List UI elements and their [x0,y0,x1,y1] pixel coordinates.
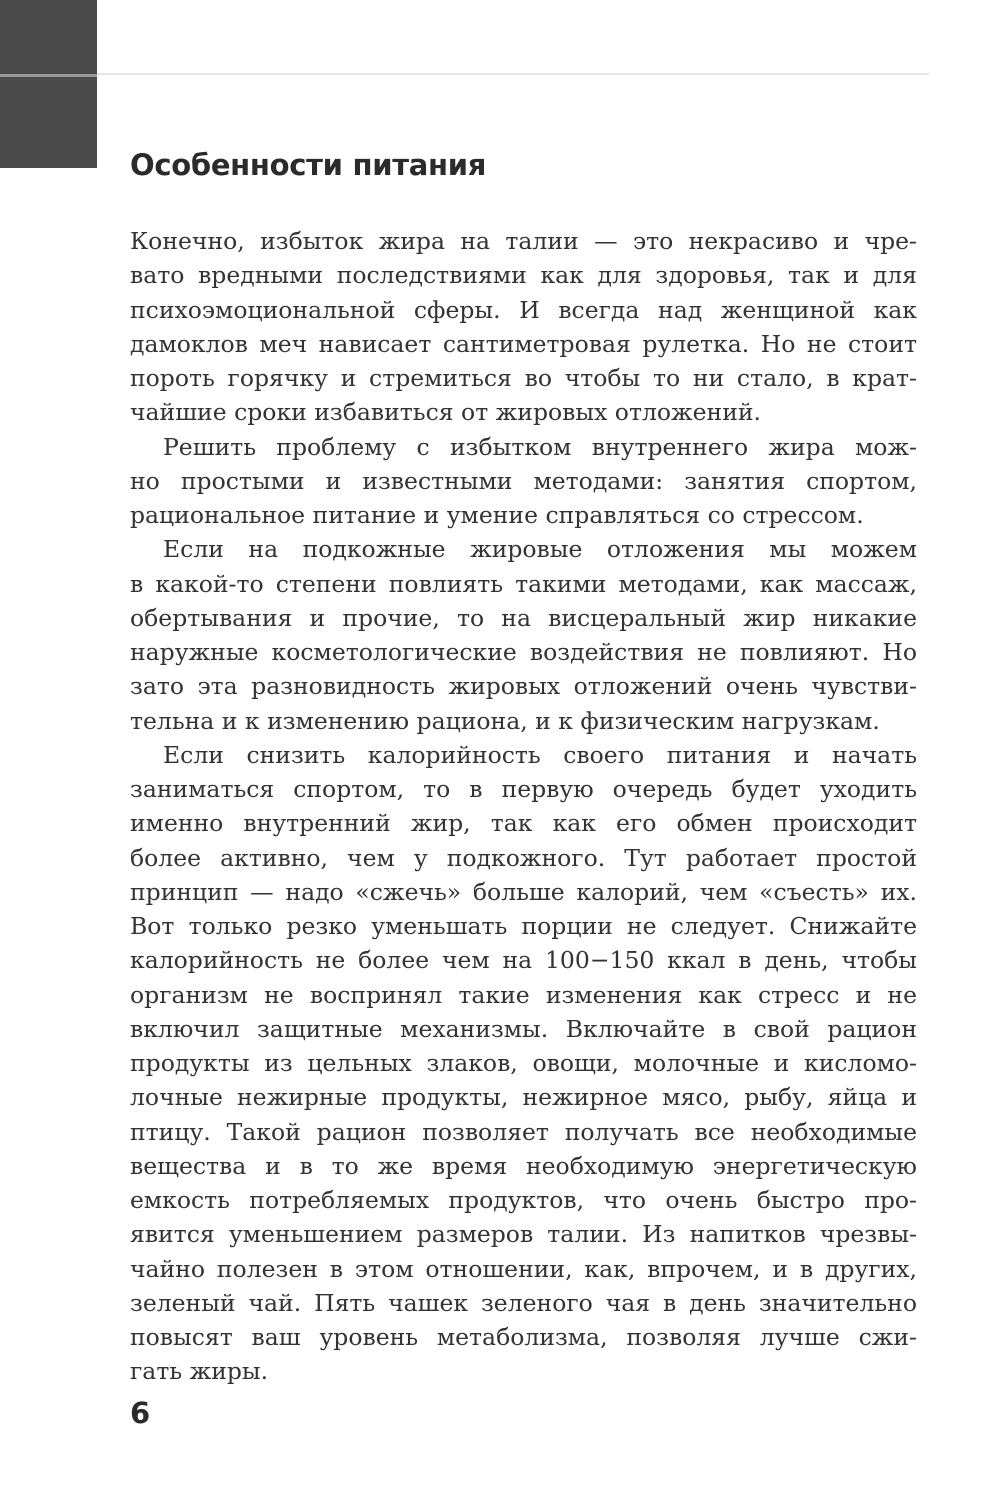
text-line: повысят ваш уровень метаболизма, позволяя лучше сжи- [130,1323,917,1351]
text-line: тельна и к изменению рациона, и к физическим нагрузкам. [130,706,880,735]
body-text [130,224,917,1389]
text-line: в какой-то степени повлиять такими методами, как массаж, [130,569,917,598]
text-line: калорийность не более чем на 100−150 ккал в день, чтобы [130,946,917,975]
text-line: более активно, чем у подкожного. Тут работает простой [130,843,917,872]
text-line: именно внутренний жир, так как его обмен происходит [130,809,917,838]
text-line: Вот только резко уменьшать порции не следует. Снижайте [130,912,917,940]
text-line: гать жиры. [130,1357,269,1386]
corner-decoration [0,0,97,168]
text-line: продукты из цельных злаков, овощи, молочные и кисломо- [130,1049,917,1077]
text-line: пороть горячку и стремиться во чтобы то ни стало, в крат- [130,364,917,392]
text-line: емкость потребляемых продуктов, что очень быстро про- [130,1186,917,1214]
text-line: организм не воспринял такие изменения как стресс и не [130,980,917,1009]
text-line: психоэмоциональной сферы. И всегда над женщиной как [130,295,917,324]
text-line: зеленый чай. Пять чашек зеленого чая в день значительно [130,1288,917,1317]
paragraph-3 [130,532,917,738]
text-line: явится уменьшением размеров талии. Из напитков чрезвы- [130,1220,917,1249]
text-line: рациональное питание и умение справляться со стрессом. [130,501,864,529]
text-line: Если на подкожные жировые отложения мы можем [163,535,917,564]
text-line: заниматься спортом, то в первую очередь будет уходить [130,775,917,803]
text-line: вещества и в то же время необходимую энергетическую [130,1151,917,1180]
text-line: наружные косметологические воздействия не повлияют. Но [130,638,917,666]
text-line: Решить проблему с избытком внутреннего жира мож- [163,432,917,461]
text-line: обертывания и прочие, то на висцеральный жир никакие [130,603,917,632]
paragraph-4 [130,738,917,1389]
page-number: 6 [130,1396,151,1430]
text-line: птицу. Такой рацион позволяет получать все необходимые [130,1117,917,1146]
text-line: Если снизить калорийность своего питания и начать [163,740,917,769]
text-line: принцип — надо «сжечь» больше калорий, чем «съесть» их. [130,877,917,906]
text-line: Конечно, избыток жира на талии — это некрасиво и чре- [130,227,917,255]
page-title: Особенности питания [130,148,487,182]
text-line: чайно полезен в этом отношении, как, впрочем, и в других, [130,1254,917,1283]
header-rule [97,73,929,75]
text-line: дамоклов меч нависает сантиметровая рулетка. Но не стоит [130,329,917,358]
text-line: чайшие сроки избавиться от жировых отложений. [130,398,762,427]
corner-decoration-line [0,74,97,77]
paragraph-1 [130,224,917,430]
text-line: зато эта разновидность жировых отложений очень чувстви- [130,672,917,701]
text-line: включил защитные механизмы. Включайте в свой рацион [130,1014,917,1043]
text-line: лочные нежирные продукты, нежирное мясо, рыбу, яйца и [130,1083,917,1112]
text-line: но простыми и известными методами: занятия спортом, [130,466,917,495]
paragraph-2 [130,430,917,533]
text-line: вато вредными последствиями как для здоровья, так и для [130,261,917,290]
